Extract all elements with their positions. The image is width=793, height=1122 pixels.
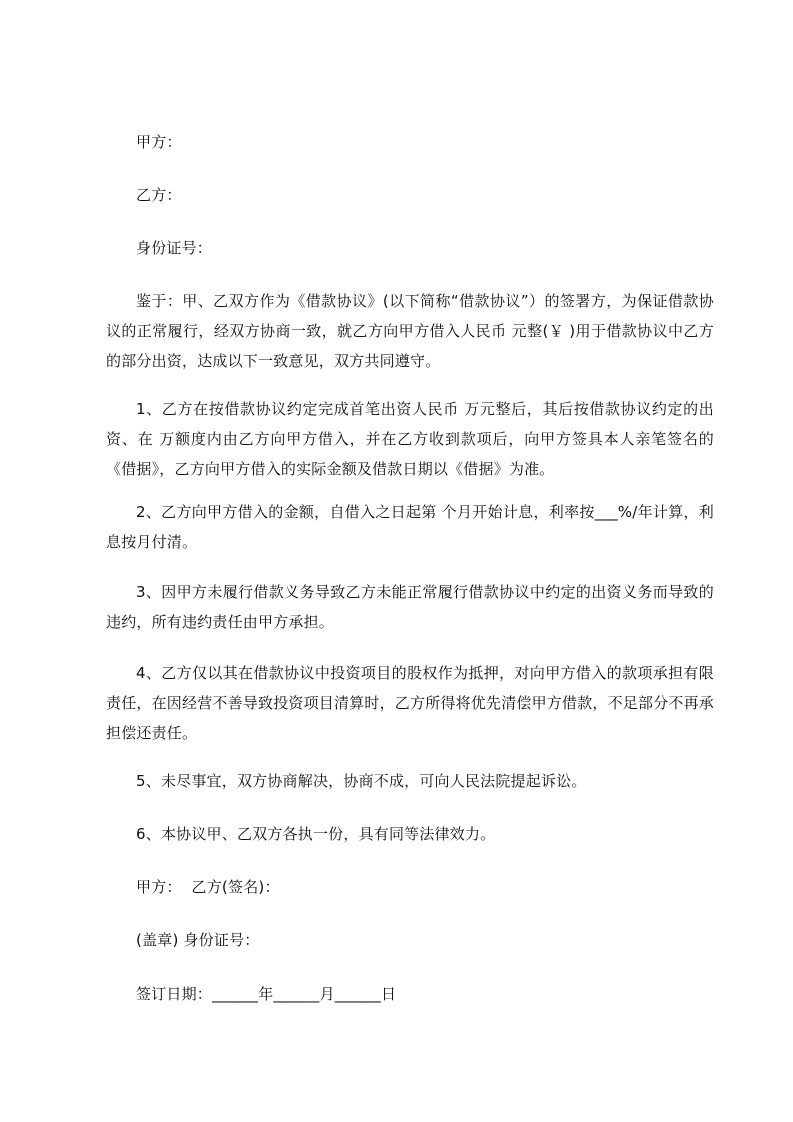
- clause-4: 4、乙方仅以其在借款协议中投资项目的股权作为抵押，对向甲方借入的款项承担有限责任，在因经营不善导致投资项目清算时，乙方所得将优先清偿甲方借款，不足部分不再承担偿还责任。: [106, 664, 715, 742]
- party-b-label: 乙方：: [136, 186, 182, 204]
- clause-6: 6、本协议甲、乙双方各执一份，具有同等法律效力。: [136, 825, 496, 843]
- clause-5: 5、未尽事宜，双方协商解决，协商不成，可向人民法院提起诉讼。: [136, 772, 587, 790]
- id-number-label: 身份证号：: [136, 239, 213, 257]
- sign-date-line: 签订日期：______年______月______日: [136, 985, 397, 1003]
- party-a-label: 甲方：: [136, 133, 182, 151]
- clause-2: 2、乙方向甲方借入的金额，自借入之日起第 个月开始计息，利率按___%/年计算，利息按月付清。: [106, 503, 714, 551]
- clause-1: 1、乙方在按借款协议约定完成首笔出资人民币 万元整后，其后按借款协议约定的出资、在 万额度内由乙方向甲方借入，并在乙方收到款项后，向甲方签具本人亲笔签名的《借据》，乙方向甲方借入的实际金额及借款日期以《借据》为准。: [106, 400, 714, 478]
- preamble-paragraph: 鉴于：甲、乙双方作为《借款协议》(以下简称“借款协议”）的签署方，为保证借款协议的正常履行，经双方协商一致，就乙方向甲方借入人民币 元整(￥ )用于借款协议中乙方的部分出资，达成以下一致意见，双方共同遵守。: [106, 292, 714, 370]
- signature-parties: 甲方： 乙方(签名)：: [136, 878, 280, 896]
- seal-id-line: (盖章) 身份证号：: [136, 931, 260, 949]
- clause-3: 3、因甲方未履行借款义务导致乙方未能正常履行借款协议中约定的出资义务而导致的违约，所有违约责任由甲方承担。: [106, 583, 714, 631]
